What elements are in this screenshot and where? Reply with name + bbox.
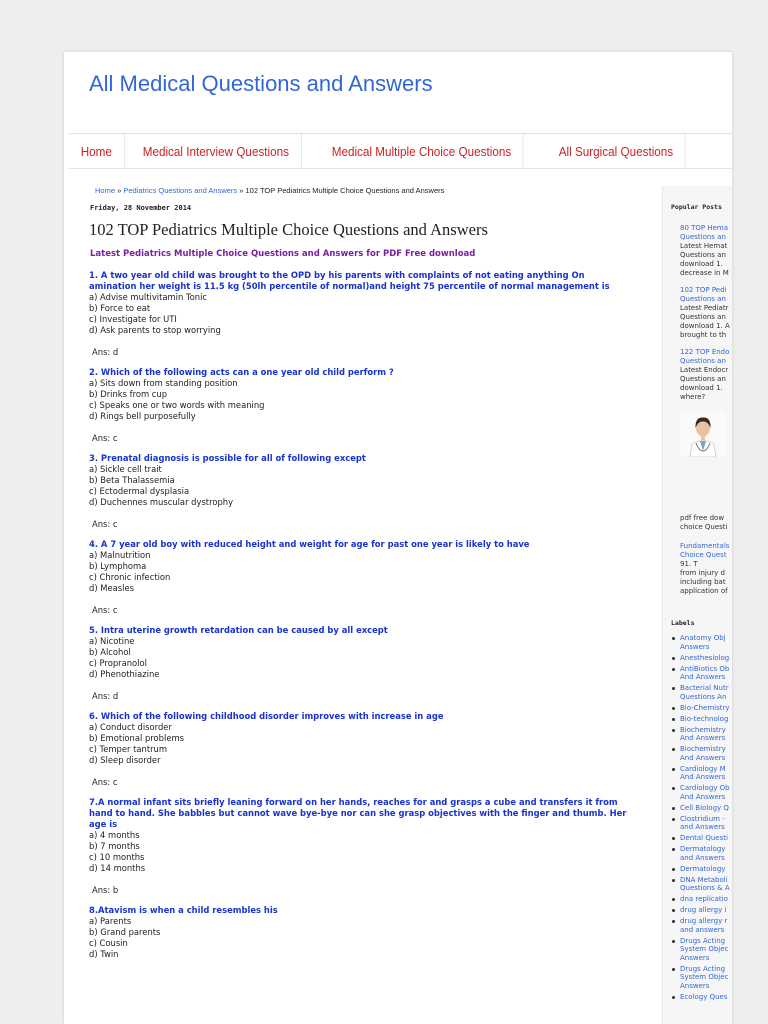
popular-post-snippet: Questions an [680,313,726,321]
label-link[interactable]: drug allergy i [671,906,730,915]
question-text: 3. Prenatal diagnosis is possible for all of following except [89,453,366,463]
label-link[interactable]: Anatomy Obj Answers [671,634,730,651]
popular-post-snippet: application of [680,587,728,595]
popular-post-snippet: Latest Pediatr [680,304,729,312]
label-link[interactable]: Biochemistry And Answers [671,745,730,762]
doctor-avatar-image[interactable] [680,411,726,457]
blog-page [64,52,732,1024]
question-block [89,905,634,960]
answer-option: b) Lymphoma [89,561,147,571]
nav-bar [69,133,732,169]
answer-option: d) Phenothiazine [89,669,160,679]
answer-option: a) Sits down from standing position [89,378,238,388]
label-link[interactable]: Dermatology [671,865,730,874]
answer-key: Ans: c [92,519,118,529]
popular-post-snippet: download 1. [680,260,723,268]
answer-option: c) Chronic infection [89,572,171,582]
popular-post-snippet: Questions an [680,375,726,383]
popular-post-snippet: Latest Endocr [680,366,729,374]
popular-post-snippet: choice Questi [680,523,728,531]
label-link[interactable]: Anesthesiolog [671,654,730,663]
popular-post [680,514,727,532]
popular-post-title[interactable]: Questions an [680,357,726,365]
answer-option: c) Ectodermal dysplasia [89,486,190,496]
question-text: 6. Which of the following childhood disorder improves with increase in age [89,711,444,721]
popular-post [680,224,729,278]
label-link[interactable]: Ecology Ques [671,993,730,1002]
question-text: 1. A two year old child was brought to the OPD by his parents with complaints of not eating anything On amination her weight is 11.5 kg (50lh percentile of normal)and height 75 percentile of normal management is [89,270,610,291]
blog-title[interactable]: All Medical Questions and Answers [89,71,433,96]
answer-option: d) Twin [89,949,119,959]
answer-option: a) Conduct disorder [89,722,172,732]
answer-option: d) Sleep disorder [89,755,161,765]
label-link[interactable]: Cell Biology Q [671,804,730,813]
question-block [89,711,634,788]
nav-medical-multiple-choice-questions[interactable]: Medical Multiple Choice Questions [320,134,524,168]
label-link[interactable]: Bacterial Nutr Questions An [671,684,730,701]
question-block [89,367,634,444]
answer-option: a) Sickle cell trait [89,464,162,474]
label-link[interactable]: Clostridium - and Answers [671,815,730,832]
answer-option: d) Rings bell purposefully [89,411,196,421]
popular-post-snippet: where? [680,393,706,401]
answer-key: Ans: d [92,691,119,701]
question-list [89,270,634,969]
question-block [89,453,634,530]
breadcrumb-current: 102 TOP Pediatrics Multiple Choice Questions and Answers [245,186,445,195]
nav-home[interactable]: Home [69,134,125,168]
doctor-icon [680,411,726,457]
answer-option: b) Beta Thalassemia [89,475,175,485]
answer-option: b) 7 months [89,841,140,851]
question-block [89,797,634,896]
breadcrumb [95,186,444,195]
nav-medical-interview-questions[interactable]: Medical Interview Questions [131,134,302,168]
label-link[interactable]: Biochemistry And Answers [671,726,730,743]
post-date: Friday, 28 November 2014 [90,204,192,212]
answer-option: b) Alcohol [89,647,131,657]
popular-post-snippet: 91. T [680,560,698,568]
popular-posts-heading: Popular Posts [671,203,722,211]
question-block [89,625,634,702]
answer-option: d) Ask parents to stop worrying [89,325,221,335]
popular-post-snippet: including bat [680,578,726,586]
answer-option: c) Speaks one or two words with meaning [89,400,265,410]
popular-post-snippet: download 1. [680,384,723,392]
answer-option: a) 4 months [89,830,140,840]
answer-option: c) Propranolol [89,658,147,668]
answer-key: Ans: c [92,605,118,615]
popular-post-title[interactable]: Questions an [680,233,726,241]
popular-post-snippet: Questions an [680,251,726,259]
breadcrumb-category-link[interactable]: Pediatrics Questions and Answers [123,186,238,195]
popular-post [680,542,729,596]
popular-post-title[interactable]: Fundamentals [680,542,730,550]
label-link[interactable]: dna replicatio [671,895,730,904]
label-link[interactable]: Drugs Acting System Objec Answers [671,937,730,963]
answer-option: d) Measles [89,583,134,593]
answer-option: c) Temper tantrum [89,744,168,754]
answer-option: b) Emotional problems [89,733,184,743]
answer-key: Ans: b [92,885,119,895]
answer-key: Ans: c [92,433,118,443]
post-subtitle: Latest Pediatrics Multiple Choice Questions and Answers for PDF Free download [90,249,476,259]
popular-post-snippet: pdf free dow [680,514,725,522]
answer-option: a) Advise multivitamin Tonic [89,292,208,302]
label-link[interactable]: Cardiology M And Answers [671,765,730,782]
label-link[interactable]: DNA Metaboli Questions & A [671,876,730,893]
popular-post [680,286,730,340]
popular-post-snippet: from injury d [680,569,725,577]
question-block [89,539,634,616]
answer-option: d) Duchennes muscular dystrophy [89,497,234,507]
label-link[interactable]: Dermatology and Answers [671,845,730,862]
label-link[interactable]: Bio-technolog [671,715,730,724]
label-link[interactable]: Dental Questi [671,834,730,843]
popular-post-title[interactable]: Choice Quest [680,551,727,559]
sidebar [662,186,732,1024]
popular-post-title[interactable]: 122 TOP Endo [680,348,730,356]
popular-post-snippet: Latest Hemat [680,242,728,250]
question-text: 8.Atavism is when a child resembles his [89,905,278,915]
post-title[interactable]: 102 TOP Pediatrics Multiple Choice Questions and Answers [89,220,488,239]
popular-post [680,348,729,402]
answer-option: c) Cousin [89,938,128,948]
answer-key: Ans: d [92,347,119,357]
answer-key: Ans: c [92,777,118,787]
answer-option: c) Investigate for UTI [89,314,177,324]
label-link[interactable]: Cardiology Ob And Answers [671,784,730,801]
question-text: 7.A normal infant sits briefly leaning forward on her hands, reaches for and grasps a cube and transfers it from hand to hand. She babbles but cannot wave bye-bye nor can she grasp objectives with the finger and thumb. Her age is [89,797,627,829]
labels-heading: Labels [671,619,695,627]
answer-option: b) Grand parents [89,927,161,937]
popular-post-snippet: brought to th [680,331,727,339]
popular-post-title[interactable]: 80 TOP Hema [680,224,729,232]
popular-post-snippet: download 1. A [680,322,730,330]
answer-option: d) 14 months [89,863,146,873]
popular-post-title[interactable]: Questions an [680,295,726,303]
question-text: 4. A 7 year old boy with reduced height and weight for age for past one year is likely to have [89,539,530,549]
breadcrumb-separator: » [237,186,246,195]
label-link[interactable]: AntiBiotics Ob And Answers [671,665,730,682]
answer-option: a) Malnutrition [89,550,151,560]
popular-post-title[interactable]: 102 TOP Pedi [680,286,727,294]
question-text: 2. Which of the following acts can a one year old child perform ? [89,367,394,377]
label-link[interactable]: Drugs Acting System Objec Answers [671,965,730,991]
question-block [89,270,634,358]
labels-list [671,634,730,1004]
answer-option: b) Force to eat [89,303,151,313]
answer-option: b) Drinks from cup [89,389,168,399]
question-text: 5. Intra uterine growth retardation can be caused by all except [89,625,388,635]
answer-option: a) Parents [89,916,132,926]
label-link[interactable]: drug allergy r and answers [671,917,730,934]
answer-option: a) Nicotine [89,636,135,646]
popular-post-snippet: decrease in M [680,269,729,277]
breadcrumb-separator: » [115,186,124,195]
answer-option: c) 10 months [89,852,145,862]
breadcrumb-home-link[interactable]: Home [95,186,116,195]
nav-all-surgical-questions[interactable]: All Surgical Questions [547,134,686,168]
label-link[interactable]: Bio-Chemistry [671,704,730,713]
